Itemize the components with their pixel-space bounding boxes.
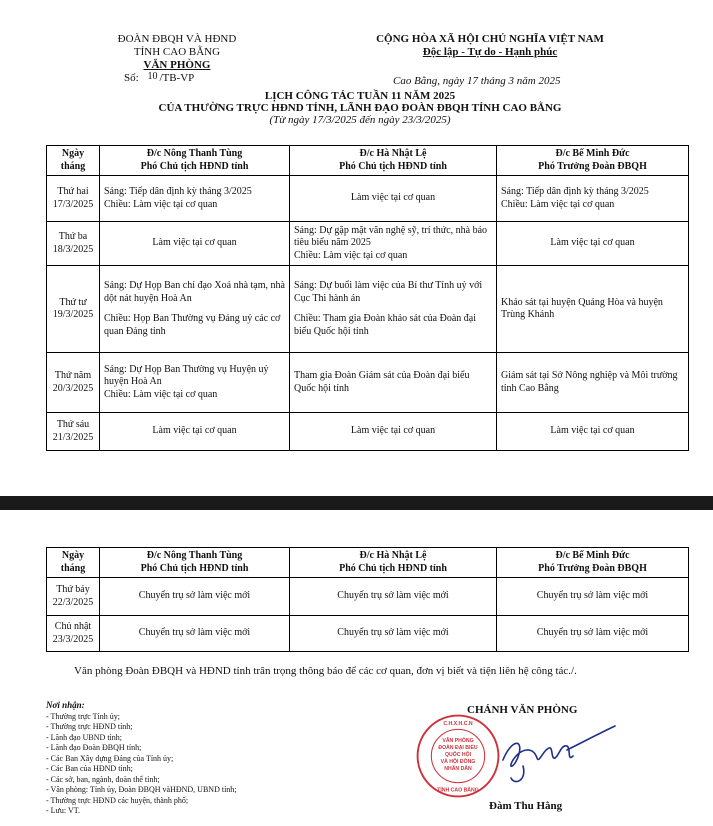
agency-line1: ĐOÀN ĐBQH VÀ HĐND [117, 33, 237, 45]
table-row [47, 353, 689, 413]
header-person-3: Đ/c Bế Minh Đức Phó Trưởng Đoàn ĐBQH [497, 548, 689, 578]
table-row [47, 616, 689, 652]
list-item: - Thường trực HĐND các huyện, thành phố; [46, 795, 189, 805]
schedule-table [46, 145, 689, 451]
list-item: - Các Ban của HĐND tỉnh; [46, 764, 133, 773]
recipients-list [46, 700, 237, 817]
schedule-cell: Sáng: Dự buổi làm việc của Bí thư Tỉnh uỷ với Cục Thi hành án Chiều: Tham gia Đoàn khảo sát của Đoàn đại biểu Quốc hội tỉnh [290, 266, 497, 353]
day-cell: Thứ ba 18/3/2025 [47, 222, 100, 266]
schedule-cell: Chuyển trụ sở làm việc mới [497, 616, 689, 652]
day-cell: Chủ nhật 23/3/2025 [47, 616, 100, 652]
schedule-cell: Làm việc tại cơ quan [497, 413, 689, 451]
issuing-agency [92, 33, 262, 72]
schedule-cell: Sáng: Tiếp dân định kỳ tháng 3/2025 Chiều: Làm việc tại cơ quan [497, 176, 689, 222]
day-cell: Thứ tư 19/3/2025 [47, 266, 100, 353]
page-separator [0, 496, 713, 510]
schedule-cell: Làm việc tại cơ quan [100, 413, 290, 451]
agency-line3: VĂN PHÒNG [143, 59, 211, 71]
svg-text:ĐOÀN ĐẠI BIỂU: ĐOÀN ĐẠI BIỂU [438, 745, 478, 752]
national-heading [345, 33, 635, 59]
table-header-row [47, 548, 689, 578]
handwritten-signature [493, 720, 618, 790]
header-person-1: Đ/c Nông Thanh Tùng Phó Chủ tịch HĐND tỉnh [100, 146, 290, 176]
title-line1: LỊCH CÔNG TÁC TUẦN 11 NĂM 2025 [264, 90, 456, 102]
list-item: - Lãnh đạo Đoàn ĐBQH tỉnh; [46, 743, 142, 752]
header-person-2: Đ/c Hà Nhật Lệ Phó Chủ tịch HĐND tỉnh [290, 146, 497, 176]
day-cell: Thứ sáu 21/3/2025 [47, 413, 100, 451]
signer-name: Đàm Thu Hằng [489, 800, 563, 812]
header-person-3: Đ/c Bế Minh Đức Phó Trưởng Đoàn ĐBQH [497, 146, 689, 176]
signer-role: CHÁNH VĂN PHÒNG [467, 704, 578, 716]
document-number [124, 72, 194, 84]
schedule-cell: Chuyển trụ sở làm việc mới [290, 616, 497, 652]
day-cell: Thứ bảy 22/3/2025 [47, 578, 100, 616]
schedule-table-weekend [46, 547, 689, 652]
list-item: - Thường trực Tỉnh ủy; [46, 711, 120, 721]
agency-line2: TỈNH CAO BẰNG [133, 46, 221, 58]
schedule-cell: Khảo sát tại huyện Quảng Hòa và huyện Trùng Khánh [497, 266, 689, 353]
list-item: - Các sở, ban, ngành, đoàn thể tỉnh; [46, 774, 160, 784]
schedule-cell: Tham gia Đoàn Giám sát của Đoàn đại biểu Quốc hội tỉnh [290, 353, 497, 413]
nation-line2: Độc lập - Tự do - Hạnh phúc [422, 46, 558, 58]
day-cell: Thứ năm 20/3/2025 [47, 353, 100, 413]
schedule-cell: Giám sát tại Sở Nông nghiệp và Môi trường tỉnh Cao Bằng [497, 353, 689, 413]
svg-text:NHÂN DÂN: NHÂN DÂN [444, 765, 472, 772]
schedule-cell: Sáng: Dự Họp Ban Thường vụ Huyện uỷ huyện Hoà An Chiều: Làm việc tại cơ quan [100, 353, 290, 413]
recipients-heading: Nơi nhận: [46, 700, 85, 710]
svg-text:VÀ HỘI ĐỒNG: VÀ HỘI ĐỒNG [440, 758, 476, 765]
header-person-1: Đ/c Nông Thanh Tùng Phó Chủ tịch HĐND tỉnh [100, 548, 290, 578]
title-line2: CỦA THƯỜNG TRỰC HĐND TỈNH, LÃNH ĐẠO ĐOÀN ĐBQH TỈNH CAO BẰNG [158, 102, 562, 114]
schedule-cell: Chuyển trụ sở làm việc mới [100, 616, 290, 652]
svg-text:VĂN PHÒNG: VĂN PHÒNG [442, 738, 474, 745]
title-line3: (Từ ngày 17/3/2025 đến ngày 23/3/2025) [269, 114, 451, 126]
schedule-cell: Làm việc tại cơ quan [290, 413, 497, 451]
doc-no-value: 10 [147, 71, 158, 82]
table-row [47, 266, 689, 353]
list-item: - Lãnh đạo UBND tỉnh; [46, 732, 122, 742]
svg-text:QUỐC HỘI: QUỐC HỘI [444, 752, 472, 758]
notice-text: Văn phòng Đoàn ĐBQH và HĐND tỉnh trân trọng thông báo để các cơ quan, đơn vị biết và tiện liên hệ công tác./. [74, 665, 577, 677]
schedule-cell: Chuyển trụ sở làm việc mới [100, 578, 290, 616]
schedule-cell: Sáng: Dự Họp Ban chỉ đạo Xoá nhà tạm, nhà dột nát huyện Hoà An Chiều: Họp Ban Thường vụ Đảng uỷ các cơ quan Đảng tỉnh [100, 266, 290, 353]
doc-no-suffix: /TB-VP [159, 72, 195, 84]
schedule-cell: Chuyển trụ sở làm việc mới [290, 578, 497, 616]
table-row [47, 578, 689, 616]
list-item: - Văn phòng: Tỉnh ủy, Đoàn ĐBQH vàHĐND, UBND tỉnh; [46, 785, 237, 794]
list-item: - Lưu: VT. [46, 806, 81, 815]
table-row [47, 222, 689, 266]
svg-text:C.H.X.H.C.N: C.H.X.H.C.N [443, 721, 473, 728]
schedule-cell: Làm việc tại cơ quan [497, 222, 689, 266]
document-title [110, 90, 610, 126]
nation-line1: CỘNG HÒA XÃ HỘI CHỦ NGHĨA VIỆT NAM [376, 33, 604, 45]
official-stamp-seal [415, 713, 501, 799]
table-row [47, 176, 689, 222]
header-date: Ngày tháng [47, 548, 100, 578]
schedule-cell: Làm việc tại cơ quan [290, 176, 497, 222]
list-item: - Thường trực HĐND tỉnh; [46, 722, 133, 731]
table-header-row [47, 146, 689, 176]
schedule-cell: Chuyển trụ sở làm việc mới [497, 578, 689, 616]
header-date: Ngày tháng [47, 146, 100, 176]
schedule-cell: Sáng: Dự gặp mặt văn nghệ sỹ, trí thức, nhà báo tiêu biểu năm 2025 Chiều: Làm việc tại cơ quan [290, 222, 497, 266]
header-person-2: Đ/c Hà Nhật Lệ Phó Chủ tịch HĐND tỉnh [290, 548, 497, 578]
svg-text:TỈNH CAO BẰNG: TỈNH CAO BẰNG [437, 787, 479, 794]
table-row [47, 413, 689, 451]
schedule-cell: Sáng: Tiếp dân định kỳ tháng 3/2025 Chiều: Làm việc tại cơ quan [100, 176, 290, 222]
day-cell: Thứ hai 17/3/2025 [47, 176, 100, 222]
schedule-cell: Làm việc tại cơ quan [100, 222, 290, 266]
place-date: Cao Bằng, ngày 17 tháng 3 năm 2025 [393, 75, 561, 87]
list-item: - Các Ban Xây dựng Đảng của Tỉnh ủy; [46, 753, 174, 763]
doc-no-label: Số: [124, 72, 139, 84]
